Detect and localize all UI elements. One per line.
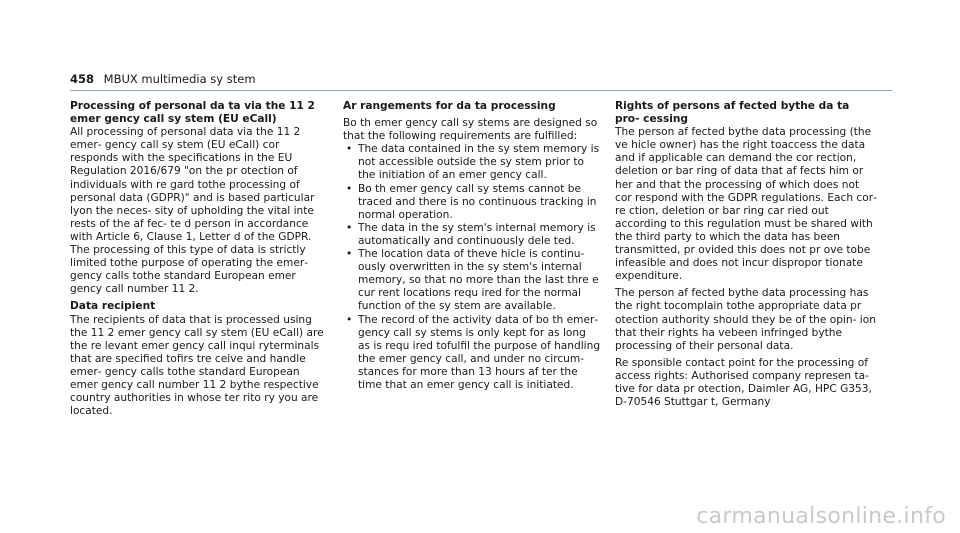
column-1 <box>70 100 328 418</box>
paragraph-rights-access: The person af fected bythe data processing (the ve hicle owner) has the right toaccess the data and if applicable can demand the cor rection, deletion or bar ring of data that af fects him or her and that the processing of which does not cor respond with the GDPR regulations. Each cor‐ re ction, deletion or bar ring car ried out according to this regulation must be shared with the third party to which the data has been transmitted, pr ovided this does not pr ove tobe infeasible and does not incur dispropor tionate expenditure. <box>615 126 877 283</box>
watermark-link[interactable]: carmanualsonline.info <box>696 504 946 529</box>
list-item: • The location data of theve hicle is continu‐ ously overwritten in the sy stem's internal memory, so that no more than the last thre e cur rent locations requ ired for the normal function of the sy stem are available. <box>343 248 601 313</box>
header-divider <box>70 90 892 91</box>
list-item: • The data contained in the sy stem memory is not accessible outside the sy stem prior to the initiation of an emer gency call. <box>343 143 601 182</box>
paragraph-arrangements-intro: Bo th emer gency call sy stems are designed so that the following requirements are fulfilled: <box>343 117 598 143</box>
list-item: • The record of the activity data of bo th emer‐ gency call sy stems is only kept for as long as is requ ired tofulfil the purpose of handling the emer gency call, and under no circum‐ stances for more than 13 hours af ter the time that an emer gency call is initiated. <box>343 314 601 393</box>
arrangements-list <box>343 143 601 392</box>
section-heading-data-recipient: Data recipient <box>70 300 156 313</box>
section-heading-rights: Rights of persons af fected bythe da ta pro‐ cessing <box>615 100 850 126</box>
paragraph-rights-complain: The person af fected bythe data processing has the right tocomplain tothe appropriate data pr otection authority should they be of the opin‐ ion that their rights ha vebeen infringed bythe processing of their personal data. <box>615 287 876 352</box>
paragraph-processing-gdpr: All processing of personal data via the 11 2 emer‐ gency call sy stem (EU eCall) cor responds with the specifications in the EU Regulation 2016/679 "on the pr otection of individuals with re gard tothe processing of personal data (GDPR)" and is based particular lyon the neces‐ sity of upholding the vital inte rests of the af fec‐ te d person in accordance with Article 6, Clause 1, Letter d of the GDPR. <box>70 126 315 243</box>
list-item: • Bo th emer gency call sy stems cannot be traced and there is no continuous tracking in normal operation. <box>343 183 601 222</box>
page-header <box>70 72 256 86</box>
paragraph-rights-contact: Re sponsible contact point for the processing of access rights: Authorised company represen ta‐ tive for data pr otection, Daimler AG, HPC G353, D-70546 Stuttgar t, Germany <box>615 356 872 409</box>
paragraph-processing-limit: The processing of this type of data is strictly limited tothe purpose of operating the emer‐ gency calls tothe standard European emer gency call number 11 2. <box>70 244 309 296</box>
column-2 <box>343 100 601 392</box>
section-heading-arrangements: Ar rangements for da ta processing <box>343 100 556 112</box>
section-heading-processing: Processing of personal da ta via the 11 2 emer gency call sy stem (EU eCall) <box>70 100 315 126</box>
page-header-title: MBUX multimedia sy stem <box>103 72 256 86</box>
page-number: 458 <box>70 72 95 86</box>
list-item: • The data in the sy stem's internal memory is automatically and continuously dele ted. <box>343 222 601 248</box>
paragraph-data-recipient: The recipients of data that is processed using the 11 2 emer gency call sy stem (EU eCall) are the re levant emer gency call inqui ryterminals that are specified tofirs tre ceive and handle emer‐ gency calls tothe standard European emer gency call number 11 2 bythe respective country authorities in whose ter rito ry you are located. <box>70 313 324 418</box>
column-3 <box>615 100 877 409</box>
